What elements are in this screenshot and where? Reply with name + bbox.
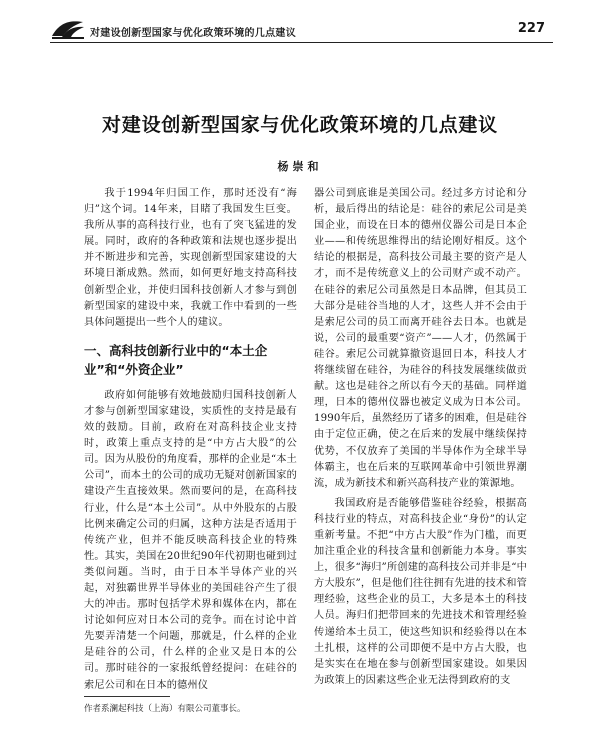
intro-paragraph: 我于1994年归国工作，那时还没有“海归”这个词。14年来，目睹了我国发生巨变。我所从事的高科技行业，也有了突飞猛进的发展。同时，政府的各种政策和法规也逐步提出并不断进步和完善，实现创新型国家建设的大环境日渐成熟。然而，如何更好地支持高科技创新型企业，并使归国科技创新人才参与到创新型国家的建设中来，我就工作中看到的一些具体问题提出一些个人的建议。 [84,188,297,328]
section-heading: 一、高科技创新行业中的“本土企业”和“外资企业” [84,342,268,377]
policy-paragraph: 我国政府是否能够借鉴硅谷经验，根据高科技行业的特点，对高科技企业“身份”的认定重新考量。不把“中方占大股”作为门槛，而更加注重企业的科技含量和创新能力本身。事实上，很多“海归”所创建的高科技公司并非是“中方大股东”，但是他们往往拥有先进的技术和管理经验，这些企业的员工，大多是本土的科技人员。海归们把带回来的先进技术和管理经验传递给本土员工，使这些知识和经验得以在本土扎根，这样的公司即便不是中方占大股，也是实实在在地在参与创新型国家建设。如果因为政策上的因素这些企业无法得到政府的支 [314,497,527,686]
running-header [50,18,553,43]
footnote-divider [84,696,170,697]
running-title: 对建设创新型国家与优化政策环境的几点建议 [90,28,296,39]
continued-paragraph: 器公司到底谁是美国公司。经过多方讨论和分析，最后得出的结论是：硅谷的索尼公司是美国企业，而设在日本的德州仪器公司是日本企业——和传统思维得出的结论刚好相反。这个结论的根据是，高科技公司最主要的资产是人才，而不是传统意义上的公司财产或不动产。在硅谷的索尼公司虽然是日本品牌，但其员工大部分是硅谷当地的人才，这些人并不会由于是索尼公司的员工而离开硅谷去日本。也就是说，公司的最重要“资产”——人才，仍然属于硅谷。索尼公司就算撤资退回日本，科技人才将继续留在硅谷，为硅谷的科技发展继续做贡献。这也是硅谷之所以有今天的基础。同样道理，日本的德州仪器也被定义成为日本公司。1990年后，虽然经历了诸多的困难，但是硅谷由于定位正确，使之在后来的发展中继续保持优势，不仅放弃了美国的半导体作为全球半导体霸主，也在后来的互联网革命中引领世界潮流，成为新技术和新兴高科技产业的策源地。 [314,188,527,489]
author-footnote: 作者系澜起科技（上海）有限公司董事长。 [84,704,246,714]
author-name: 杨崇和 [277,160,323,173]
right-column [314,186,527,693]
article-title: 对建设创新型国家与优化政策环境的几点建议 [101,114,498,136]
page-number: 227 [517,21,545,36]
left-column [84,186,297,698]
section-body-paragraph: 政府如何能够有效地鼓励归国科技创新人才参与创新型国家建设，实质性的支持是最有效的鼓励。目前，政府在对高科技企业支持时，政策上重点支持的是“中方占大股”的公司。因为从股份的角度看，那样的企业是“本土公司”，而本土的公司的成功无疑对创新国家的建设产生直接效果。然而要问的是，在高科技行业，什么是“本土公司”。从中外股东的占股比例来确定公司的归属，这种方法是否适用于传统产业，但并不能反映高科技企业的特殊性。其实，美国在20世纪90年代初期也碰到过类似问题。当时，由于日本半导体产业的兴起，对独霸世界半导体业的美国硅谷产生了很大的冲击。那时包括学术界和媒体在内，都在讨论如何应对日本公司的竞争。而在讨论中首先要弄清楚一个问题，那就是，什么样的企业是硅谷的公司，什么样的企业又是日本的公司。那时硅谷的一家报纸曾经提问：在硅谷的索尼公司和在日本的德州仪 [84,389,297,691]
journal-logo-icon [50,18,86,40]
